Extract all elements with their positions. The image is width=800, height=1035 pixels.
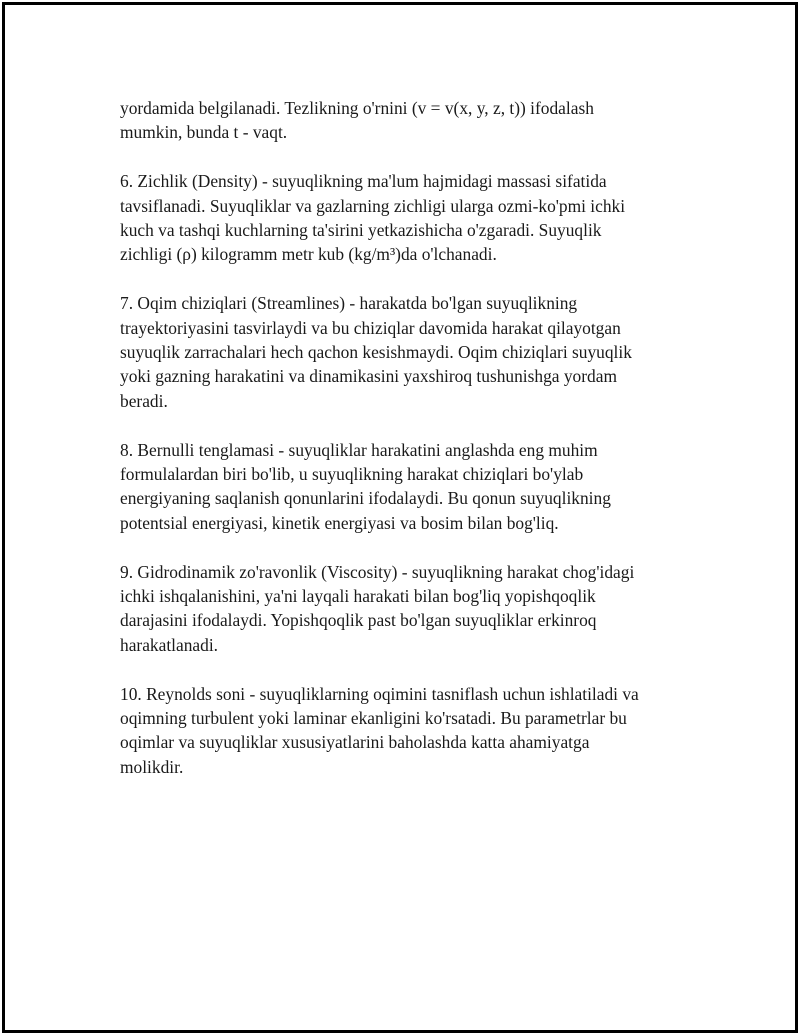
paragraph-velocity-continuation <box>120 96 690 145</box>
paragraph-bernoulli <box>120 438 690 536</box>
text-line: 8. Bernulli tenglamasi - suyuqliklar harakatini anglashda eng muhim <box>120 439 598 460</box>
text-line: molikdir. <box>120 756 184 777</box>
text-line: oqimlar va suyuqliklar xususiyatlarini baholashda katta ahamiyatga <box>120 732 590 753</box>
text-line: suyuqlik zarrachalari hech qachon kesishmaydi. Oqim chiziqlari suyuqlik <box>120 342 632 363</box>
text-line: mumkin, bunda t - vaqt. <box>120 122 288 143</box>
text-line: yoki gazning harakatini va dinamikasini yaxshiroq tushunishga yordam <box>120 366 617 387</box>
text-line: 7. Oqim chiziqlari (Streamlines) - harakatda bo'lgan suyuqlikning <box>120 293 578 314</box>
text-line: oqimning turbulent yoki laminar ekanligini ko'rsatadi. Bu parametrlar bu <box>120 708 627 729</box>
document-body <box>120 96 690 804</box>
text-line: 6. Zichlik (Density) - suyuqlikning ma'lum hajmidagi massasi sifatida <box>120 171 607 192</box>
text-line: energiyaning saqlanish qonunlarini ifodalaydi. Bu qonun suyuqlikning <box>120 488 611 509</box>
text-line: yordamida belgilanadi. Tezlikning o'rnini (v = v(x, y, z, t)) ifodalash <box>120 98 594 118</box>
page-frame <box>2 2 798 1033</box>
text-line: 9. Gidrodinamik zo'ravonlik (Viscosity) - suyuqlikning harakat chog'idagi <box>120 561 635 582</box>
paragraph-density <box>120 169 690 267</box>
text-line: ichki ishqalanishini, ya'ni layqali harakati bilan bog'liq yopishqoqlik <box>120 586 596 607</box>
text-line: tavsiflanadi. Suyuqliklar va gazlarning zichligi ularga ozmi-ko'pmi ichki <box>120 195 626 216</box>
text-line: beradi. <box>120 390 168 411</box>
text-line: zichligi (ρ) kilogramm metr kub (kg/m³)da o'lchanadi. <box>120 244 497 265</box>
paragraph-reynolds <box>120 682 690 780</box>
text-line: 10. Reynolds soni - suyuqliklarning oqimini tasniflash uchun ishlatiladi va <box>120 683 639 704</box>
text-line: formulalardan biri bo'lib, u suyuqlikning harakat chiziqlari bo'ylab <box>120 464 584 485</box>
text-line: trayektoriyasini tasvirlaydi va bu chiziqlar davomida harakat qilayotgan <box>120 317 621 338</box>
text-line: harakatlanadi. <box>120 634 219 655</box>
paragraph-streamlines <box>120 291 690 413</box>
paragraph-viscosity <box>120 560 690 658</box>
text-line: kuch va tashqi kuchlarning ta'sirini yetkazishicha o'zgaradi. Suyuqlik <box>120 220 602 241</box>
text-line: darajasini ifodalaydi. Yopishqoqlik past bo'lgan suyuqliklar erkinroq <box>120 610 597 631</box>
text-line: potentsial energiyasi, kinetik energiyasi va bosim bilan bog'liq. <box>120 512 559 533</box>
